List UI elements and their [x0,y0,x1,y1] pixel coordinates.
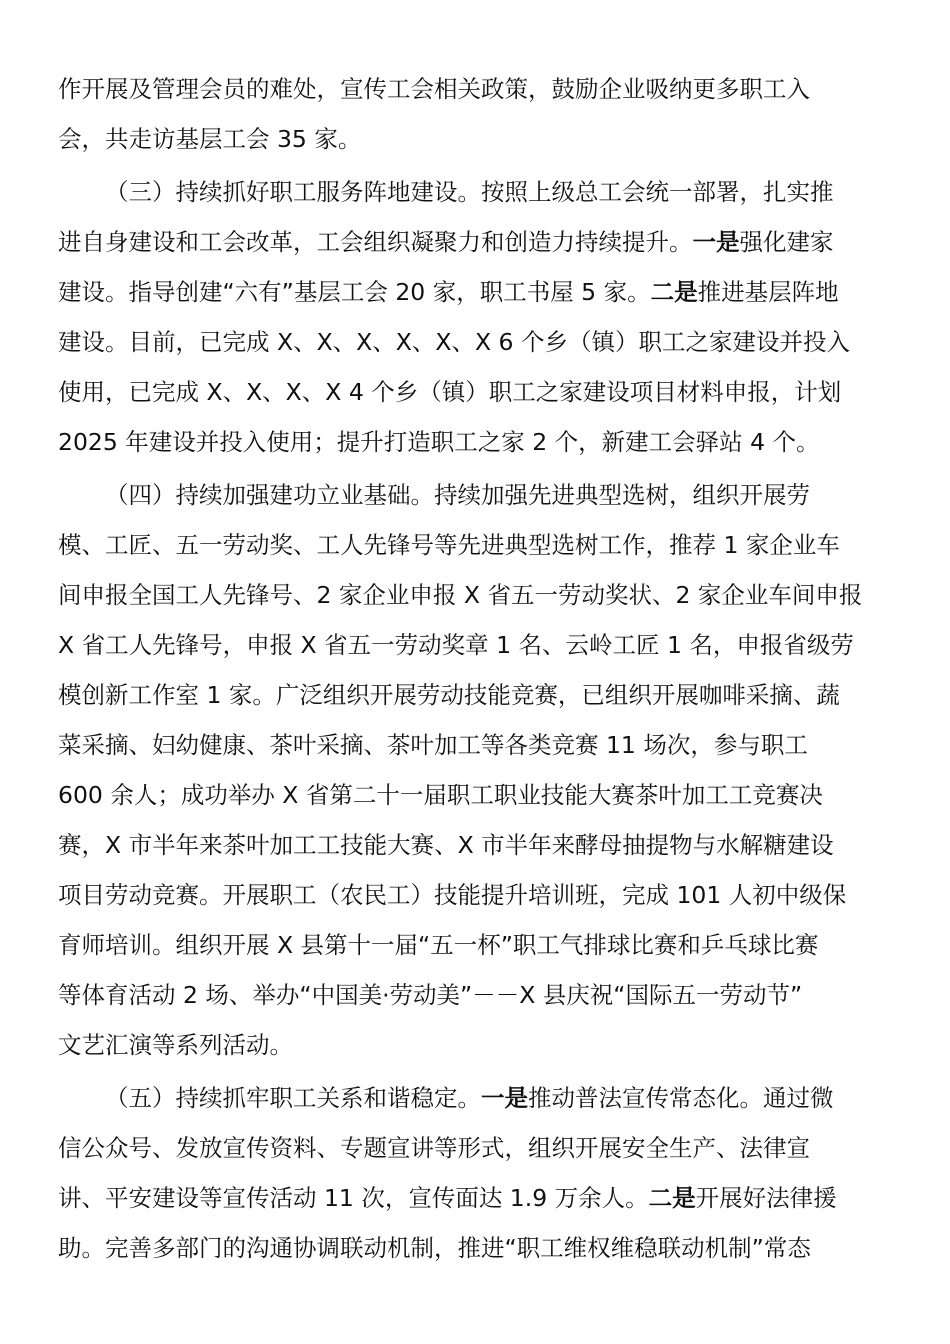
text-line: 会，共走访基层工会 35 家。 [58,125,362,153]
text-line: 项目劳动竞赛。开展职工（农民工）技能提升培训班，完成 101 人初中级保 [58,881,847,909]
text-line [58,217,898,267]
text-run: 开展好法律援 [695,1184,837,1212]
text-line: 2025 年建设并投入使用；提升打造职工之家 2 个，新建工会驿站 4 个。 [58,428,820,456]
text-line: 间申报全国工人先锋号、2 家企业申报 X 省五一劳动奖状、2 家企业车间申报 [58,581,863,609]
emphasis-first: 一是 [481,1084,528,1112]
section-3-heading-line: （三）持续抓好职工服务阵地建设。按照上级总工会统一部署，扎实推 [105,178,834,206]
text-run: 推动普法宣传常态化。通过微 [528,1084,834,1112]
text-line: 等体育活动 2 场、举办“中国美·劳动美”－－X 县庆祝“国际五一劳动节” [58,981,803,1009]
section-4-heading-line: （四）持续加强建功立业基础。持续加强先进典型选树，组织开展劳 [105,481,810,509]
text-line: 育师培训。组织开展 X 县第十一届“五一杯”职工气排球比赛和乒乓球比赛 [58,931,819,959]
text-line: 助。完善多部门的沟通协调联动机制，推进“职工维权维稳联动机制”常态 [58,1234,811,1262]
text-run: 强化建家 [739,228,834,256]
text-line [58,1173,898,1223]
text-line: 作开展及管理会员的难处，宣传工会相关政策，鼓励企业吸纳更多职工入 [58,75,810,103]
text-line: 模、工匠、五一劳动奖、工人先锋号等先进典型选树工作，推荐 1 家企业车 [58,531,840,559]
text-line: X 省工人先锋号，申报 X 省五一劳动奖章 1 名、云岭工匠 1 名，申报省级劳 [58,631,854,659]
document-body [58,64,898,1273]
text-line: 模创新工作室 1 家。广泛组织开展劳动技能竞赛，已组织开展咖啡采摘、蔬 [58,681,840,709]
text-line: 文艺汇演等系列活动。 [58,1031,293,1059]
text-run: 推进基层阵地 [697,278,839,306]
text-line: 赛，X 市半年来茶叶加工工技能大赛、X 市半年来酵母抽提物与水解糖建设 [58,831,834,859]
text-line: 使用，已完成 X、X、X、X 4 个乡（镇）职工之家建设项目材料申报，计划 [58,378,842,406]
emphasis-second: 二是 [648,1184,696,1212]
text-run: （五）持续抓牢职工关系和谐稳定。 [105,1084,481,1112]
text-line: 菜采摘、妇幼健康、茶叶采摘、茶叶加工等各类竞赛 11 场次，参与职工 [58,731,808,759]
text-line: 建设。目前，已完成 X、X、X、X、X、X 6 个乡（镇）职工之家建设并投入 [58,328,850,356]
emphasis-second: 二是 [650,278,698,306]
text-line: 信公众号、发放宣传资料、专题宣讲等形式，组织开展安全生产、法律宣 [58,1134,810,1162]
text-line: 600 余人；成功举办 X 省第二十一届职工职业技能大赛茶叶加工工竞赛决 [58,781,823,809]
text-run: 建设。指导创建“六有”基层工会 20 家，职工书屋 5 家。 [58,278,651,306]
section-5-heading-line [58,1073,898,1123]
text-run: 进自身建设和工会改革，工会组织凝聚力和创造力持续提升。 [58,228,693,256]
emphasis-first: 一是 [692,228,740,256]
text-line [58,267,898,317]
text-run: 讲、平安建设等宣传活动 11 次，宣传面达 1.9 万余人。 [58,1184,649,1212]
